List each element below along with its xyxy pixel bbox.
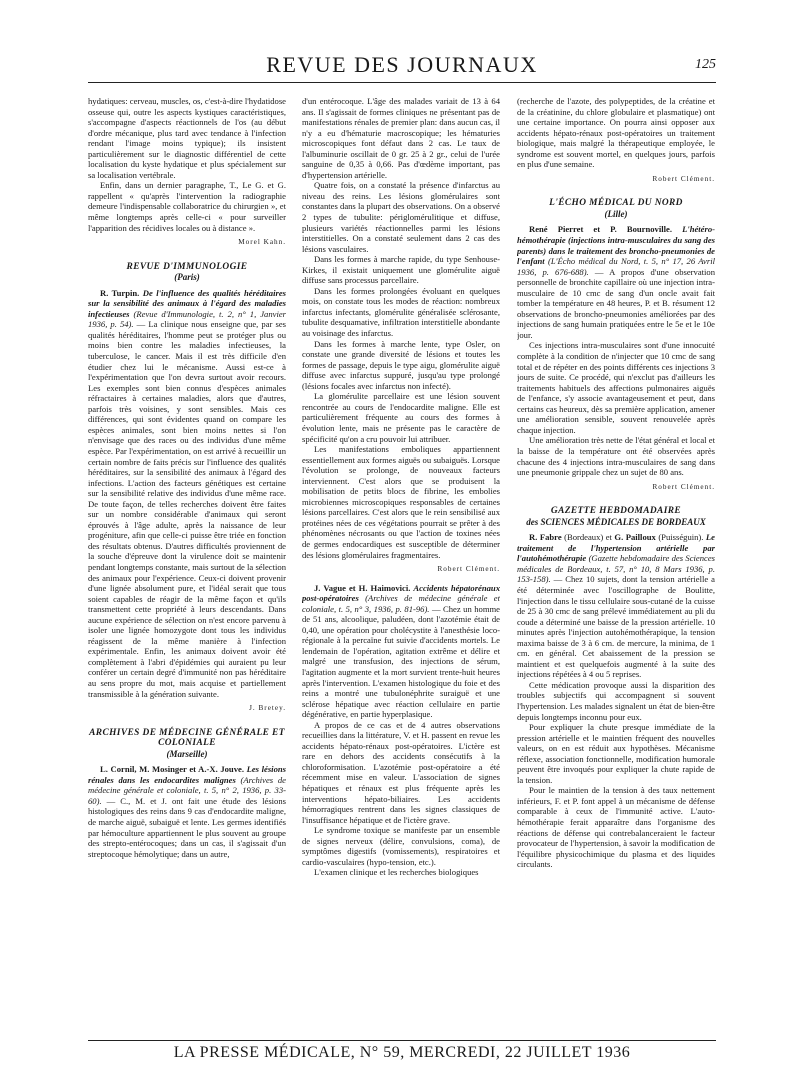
author-affiliation: (Puisséguin). xyxy=(658,532,704,543)
article-title: Accidents hépatorénaux post-opératoires xyxy=(302,582,500,604)
paragraph: Dans les formes prolongées évoluant en quelques mois, on constate tous les modes de réaction: nombreux infarctus infectants, glomérulite généralisée sclérosante, tubulite desquamative, infiltration interstitielle abondante au voisinage des infarctus. xyxy=(302,285,500,339)
journal-city: (Marseille) xyxy=(166,748,208,759)
article-authors: R. Turpin. xyxy=(100,287,140,298)
signature: Morel Kahn. xyxy=(238,238,286,247)
abstract-paragraph xyxy=(302,583,500,720)
article-body: — Chez un homme de 51 ans, alcoolique, paludéen, dont l'azotémie était de 0,40, une opération pour cholécystite à l'anesthésie loco-régionale à la percaïne fut suivie d'accidents mortels. Le lendemain de l'opération, agitation extrême et délire et malgré une transfusion, des injections de sérum, l'agitation augmente et la mort survient trente-huit heures après l'intervention. L'examen histologique du foie et des reins a montré une tubulonéphrite suraiguë et une sclérose hépatique avec réaction cellulaire en partie dégénérative, en partie hyperplasique. xyxy=(302,603,500,720)
journal-heading: REVUE D'IMMUNOLOGIE xyxy=(126,261,248,272)
journal-city: (Paris) xyxy=(174,272,200,283)
article-citation: (Revue d'Immunologie, t. 2, n° 1, Janvier 1936, p. 54). xyxy=(88,308,286,330)
signature: Robert Clément. xyxy=(437,565,500,574)
paragraph: Dans les formes à marche rapide, du type Senhouse-Kirkes, il existait uniquement une glomérulite aiguë diffuse sans processus parcellaire. xyxy=(302,254,500,286)
paragraph: L'examen clinique et les recherches biologiques xyxy=(314,867,479,878)
paragraph: Le syndrome toxique se manifeste par un ensemble de signes nerveux (délire, convulsions, coma), de symptômes digestifs (vomissements), respiratoires et cardio-vasculaires (hypo-tension, etc.). xyxy=(302,825,500,867)
journal-city: (Lille) xyxy=(604,208,628,219)
signature: J. Bretey. xyxy=(249,704,286,713)
abstract-paragraph xyxy=(88,764,286,859)
abstract-paragraph xyxy=(517,532,715,680)
article-citation: (Archives de médecine générale et coloniale, t. 5, n° 2, 1936, p. 33-60). xyxy=(88,774,286,806)
paragraph: Quatre fois, on a constaté la présence d'infarctus au niveau des reins. Les lésions glomérulaires sont constantes dans la plupart des observations. On a observé 2 types de tubulite: périglomérulitique et diffuse, plusieurs variétés réactionnelles parmi les lésions interstitielles. On a constaté seulement dans 2 cas des lésions vasculaires. xyxy=(302,180,500,254)
signature: Robert Clément. xyxy=(652,174,715,183)
author-affiliation: (Bordeaux) et xyxy=(564,532,612,543)
paragraph: hydatiques: cerveau, muscles, os, c'est-à-dire l'hydatidose osseuse qui, outre les aspects kystiques caractéristiques, s'accompagne d'aspects réactionnels de l'os (au début d'ordre mécanique, plus tard avec tendance à l'infection rendant l'image moins typique); ils insistent particulièrement sur le diagnostic différentiel de cette localisation du kyste hydatique et plus spécialement sur sa localisation vertébrale. xyxy=(88,96,286,180)
footer-divider xyxy=(88,1040,716,1041)
article-citation: (Gazette hebdomadaire des Sciences médicales de Bordeaux, t. 57, n° 10, 8 Mars 1936, p. 153-158). xyxy=(517,553,715,585)
paragraph: La glomérulite parcellaire est une lésion souvent rencontrée au cours de l'endocardite maligne. Elle est particulièrement fréquente au cours des formes à évolution lente, mais ne présente pas le caractère de spécificité qu'on a cru pouvoir lui attribuer. xyxy=(302,391,500,444)
paragraph: d'un entérocoque. L'âge des malades variait de 13 à 64 ans. Il s'agissait de formes cliniques ne présentant pas de manifestations rénales de premier plan: dans aucun cas, il n'y a eu d'hématurie macroscopique; les hématuries microscopiques font défaut dans 2 cas. Le taux de l'albuminurie oscillait de 0 gr. 25 à 2 gr., celui de l'urée sanguine de 0,35 à 0,66. Pas d'œdème important, pas d'hypertension artérielle. xyxy=(302,96,500,180)
article-title: De l'influence des qualités héréditaires sur la sensibilité des animaux à l'égard des maladies infectieuses xyxy=(88,287,286,319)
journal-subheading: des SCIENCES MÉDICALES DE BORDEAUX xyxy=(526,516,706,527)
paragraph: Une amélioration très nette de l'état général et local et la baisse de la température ont été observées après chacune des 4 injections intra-musculaires de sang dans une pneumonie grippale chez un sujet de 80 ans. xyxy=(517,435,715,478)
column-3 xyxy=(517,96,715,1036)
page-footer: LA PRESSE MÉDICALE, N° 59, MERCREDI, 22 JUILLET 1936 xyxy=(173,1044,631,1061)
article-body: — Chez 10 sujets, dont la tension artérielle a été déterminée avec l'oscillographe de Boulitte, l'injection dans le tissu cellulaire sous-cutané de la cuisse de 25 à 30 cmc de sang prélevé immédiatement au pli du coude a déterminé une baisse de la pression artérielle. 10 minutes après l'injection autohémothérapique, la tension maxima baisse de 3 à 6 cm. de mercure, la minima, de 1 cm. en général. Cet abaissement de la pression se maintient et est quelquefois augmenté à la suite des injections répétées à 4 ou 5 reprises. xyxy=(517,574,715,680)
article-title: L'hétéro-hémothérapie (injections intra-musculaires du sang des parents) dans le traitement des broncho-pneumonies de l'enfant xyxy=(517,224,715,267)
signature: Robert Clément. xyxy=(652,482,715,491)
journal-heading: GAZETTE HEBDOMADAIRE xyxy=(550,506,682,517)
page-header xyxy=(88,52,716,82)
article-body: — La clinique nous enseigne que, par ses qualités héréditaires, l'homme peut se protéger plus ou moins bien contre les maladies infectieuses, la tuberculose, le cancer. Mais il est très difficile d'en étudier chez lui le mécanisme. Aussi est-ce à l'expérimentation que l'on devra surtout avoir recours. Les exemples sont bien connus d'espèces animales réfractaires à certaines maladies, alors que d'autres, parfois très voisines, y sont sensibles. Mais ces différences, qui sont évidentes quand on compare les espèces animales, sont bien moins nettes si l'on n'envisage que des races ou des individus d'une même espèce. Par l'expérimentation, on est arrivé à recueillir un certain nombre de faits précis sur l'influence des qualités héréditaires, sur la sensibilité des animaux à l'égard des infections. L'action des facteurs génétiques est certaine sur la sensibilité relative des individus d'une même race. De toute façon, de telles recherches doivent être faites sur un nombre considérable d'animaux qui seront éprouvés à l'âge adulte, après la naissance de leur progéniture, afin que celle-ci puisse être triée en fonction des résultats obtenus. D'autres difficultés proviennent de la souche d'épreuve dont la virulence doit se maintenir pendant longtemps constante, mais surtout de la sélection des animaux pour l'expérience. Ceux-ci doivent provenir d'une lignée absolument pure, et l'idéal serait que tous soient capables de réagir de la même façon et qu'ils transmettent cette propriété à leurs descendants. Dans aucune expérience de sélection on n'est encore parvenu à isoler une lignée homozygote dont tous les individus réagissent de la même manière à l'infection expérimentale. Enfin, les animaux doivent avoir été complètement à l'abri d'épidémies qui auraient pu leur conférer un certain degré d'immunité non pas héréditaire au sens propre du mot, mais acquise et partiellement transmissible à la génération suivante. xyxy=(88,319,286,699)
article-citation: (L'Écho médical du Nord, t. 5, n° 17, 26 Avril 1936, p. 676-688). xyxy=(517,256,715,277)
paragraph: Cette médication provoque aussi la disparition des troubles subjectifs qui accompagnent si souvent l'hypertension. Les malades signalent un état de bien-être depuis longtemps inconnu pour eux. xyxy=(517,679,715,722)
paragraph: Pour expliquer la chute presque immédiate de la pression artérielle et le maintien fréquent des nouvelles valeurs, on en est réduit aux hypothèses. Mécanisme réflexe, association fonctionnelle, modification humorale peuvent être invoqués pour expliquer la chute rapide de la tension. xyxy=(517,722,715,785)
article-title: Le traitement de l'hypertension artérielle par l'autohémothérapie xyxy=(517,532,715,564)
article-body: — C., M. et J. ont fait une étude des lésions histologiques des reins dans 9 cas d'endocardite maligne, de marche aiguë, subaiguë et lente. Les germes identifiés par hémoculture appartiennent le plus souvent au groupe des strepto-entérocoques; dans un cas, il s'agissait d'un streptocoque hémolytique; dans un autre, xyxy=(88,795,286,859)
paragraph: A propos de ce cas et de 4 autres observations recueillies dans la littérature, V. et H. passent en revue les accidents hépato-rénaux post-opératoires. L'ictère est rare en dehors des accidents consécutifs à la chloroformisation. L'azotémie post-opératoire a été récemment mise en valeur. L'association de signes hépatiques et rénaux est plus fréquente après les interventions hépato-biliaires. Les accidents hémorragiques rentrent dans les signes classiques de l'insuffisance hépatique et de l'ictère grave. xyxy=(302,719,500,825)
journal-heading: ARCHIVES DE MÉDECINE GÉNÉRALE ET COLONIALE xyxy=(89,727,285,749)
paragraph: Les manifestations emboliques appartiennent essentiellement aux formes aiguës ou subaiguës. Lorsque l'évolution se prolonge, de nouveaux facteurs interviennent. C'est alors que se produisent la mobilisation de petits blocs de fibrine, les embolies microbiennes microscopiques responsables de certaines lésions parcellaires. C'est alors que le rein sensibilisé aux protéines nées de ces végétations pourrait se prêter à des phénomènes nécrosants ou que l'action de toxines nées de germes endocardiques est susceptible de déterminer des lésions glomérulaires fragmentaires. xyxy=(302,444,500,560)
column-2 xyxy=(302,96,500,1036)
abstract-paragraph xyxy=(517,224,715,340)
article-authors: R. Fabre xyxy=(529,532,562,543)
article-authors: G. Pailloux xyxy=(614,532,656,543)
page-number: 125 xyxy=(695,57,716,72)
article-citation: (Archives de médecine générale et coloniale, t. 5, n° 3, 1936, p. 81-96). xyxy=(302,593,500,614)
article-body: — A propos d'une observation personnelle de bronchite capillaire où une injection intra-musculaire de 10 cmc de sang d'un oncle avait fait tomber la température en 48 heures, P. et B. résument 12 observations de broncho-pneumonies améliorées par des injections de sang humain pratiquées entre le 5e et le 10e jour. xyxy=(517,266,715,340)
article-authors: L. Cornil, M. Mosinger et A.-X. Jouve. xyxy=(100,764,244,775)
paragraph: (recherche de l'azote, des polypeptides, de la créatine et de la créatinine, du chlore globulaire et plasmatique) ont une certaine importance. On pourra ainsi opposer aux accidents hépato-rénaux post-opératoires un traitement biologique, mais malgré la thérapeutique employée, le syndrome est souvent mortel, en quelques jours, parfois en plus d'une semaine. xyxy=(517,96,715,170)
article-title: Les lésions rénales dans les endocardites malignes xyxy=(88,764,286,785)
abstract-paragraph xyxy=(88,288,286,699)
paragraph: Pour le maintien de la tension à des taux nettement inférieurs, F. et P. font appel à un mécanisme de défense comparable à ceux de l'immunité active. L'auto-hémothérapie ferait apparaître dans l'organisme des réactions de défense qui contrebalanceraient le facteur provocateur de l'hypertension, à savoir la modification de l'équilibre physicochimique du plasma et des liquides circulants. xyxy=(517,785,715,870)
paragraph: Ces injections intra-musculaires sont d'une innocuité complète à la condition de n'injecter que 10 cmc de sang total et de répéter en des points différents ces injections 3 jours de suite. Ce procédé, qui n'exclut pas d'ailleurs les traitements habituels des affections pulmonaires aiguës de l'enfance, s'y associe avantageusement et peut, dans certains cas heureux, dès sa première application, amener une amélioration sensible, souvent renouvelée après chaque injection. xyxy=(517,340,715,435)
journal-section-title: REVUE DES JOURNAUX xyxy=(266,52,538,77)
paragraph: Enfin, dans un dernier paragraphe, T., Le G. et G. rappellent « qu'après l'intervention la radiographie demeure l'indispensable collaboratrice du chirurgien », et même longtemps après celle-ci « pour surveiller l'apparition des récidives locales ou à distance ». xyxy=(88,180,286,233)
column-1 xyxy=(88,96,286,1036)
paragraph: Dans les formes à marche lente, type Osler, on constate une grande diversité de lésions et toutes les formes de passage, depuis le type aigu, glomérulite aiguë diffuse avec infarctus suppuré, jusqu'au type prolongé (lésions focales avec infarctus non infecté). xyxy=(302,338,500,391)
article-authors: J. Vague et H. Haimovici. xyxy=(314,582,411,593)
article-authors: René Pierret et P. Bournoville. xyxy=(529,224,672,235)
header-divider xyxy=(88,82,716,83)
journal-heading: L'ÉCHO MÉDICAL DU NORD xyxy=(549,198,683,209)
